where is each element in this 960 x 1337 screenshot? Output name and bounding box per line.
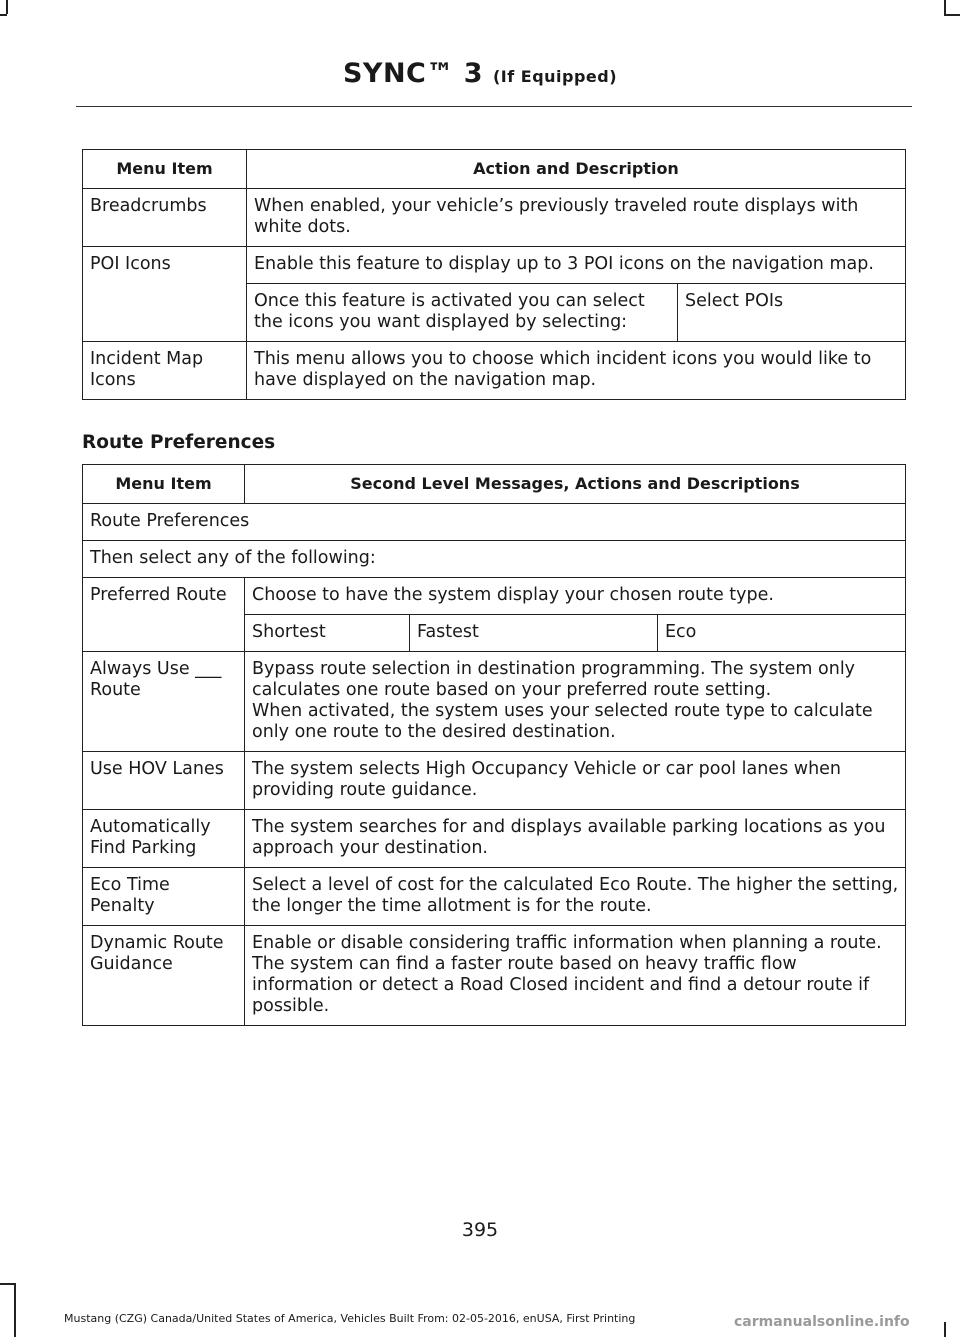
table-row	[83, 189, 906, 247]
description-cell: Enable or disable considering traffic information when planning a route. The system can find a faster route based on heavy traffic flow information or detect a Road Closed incident and find a detour route if possible.	[245, 926, 906, 1026]
menu-item-cell: Breadcrumbs	[83, 189, 247, 247]
col-header-action: Action and Description	[247, 150, 906, 189]
description-cell: Once this feature is activated you can select the icons you want displayed by selecting:	[247, 284, 678, 342]
header-title: SYNC™ 3	[342, 58, 484, 89]
header-rule	[76, 106, 912, 107]
select-following-row: Then select any of the following:	[83, 541, 906, 578]
description-cell: Choose to have the system display your chosen route type.	[245, 578, 906, 615]
table-row	[83, 926, 906, 1026]
description-cell: Select a level of cost for the calculated Eco Route. The higher the setting, the longer the time allotment is for the route.	[245, 868, 906, 926]
crop-mark	[0, 14, 7, 16]
table-header-row	[83, 150, 906, 189]
description-cell: This menu allows you to choose which incident icons you would like to have displayed on the navigation map.	[247, 342, 906, 400]
table-row	[83, 342, 906, 400]
description-cell	[245, 652, 906, 752]
col-header-menu-item: Menu Item	[83, 465, 245, 504]
menu-item-cell: Preferred Route	[83, 578, 245, 652]
col-header-menu-item: Menu Item	[83, 150, 247, 189]
description-paragraph: Bypass route selection in destination programming. The system only calculates one route based on your preferred route setting.	[252, 659, 856, 700]
menu-item-cell: Automatically Find Parking	[83, 810, 245, 868]
menu-item-cell: Dynamic Route Guidance	[83, 926, 245, 1026]
table-row	[83, 504, 906, 541]
menu-item-cell: Use HOV Lanes	[83, 752, 245, 810]
table-row	[83, 810, 906, 868]
action-description-table	[82, 149, 906, 400]
menu-item-cell: POI Icons	[83, 247, 247, 342]
table-row	[83, 578, 906, 615]
crop-mark	[14, 1283, 16, 1337]
header-subtitle: (If Equipped)	[492, 67, 618, 86]
page-number: 395	[461, 1219, 499, 1241]
route-preferences-table	[82, 464, 906, 1026]
crop-mark	[944, 1322, 946, 1337]
col-header-messages: Second Level Messages, Actions and Descriptions	[245, 465, 906, 504]
description-cell: The system searches for and displays available parking locations as you approach your destination.	[245, 810, 906, 868]
table-row	[83, 752, 906, 810]
menu-item-cell: Incident Map Icons	[83, 342, 247, 400]
description-cell: Enable this feature to display up to 3 POI icons on the navigation map.	[247, 247, 906, 284]
table-header-row	[83, 465, 906, 504]
action-cell: Select POIs	[678, 284, 906, 342]
table-row	[83, 652, 906, 752]
route-option-cell: Eco	[658, 615, 906, 652]
route-option-cell: Fastest	[410, 615, 658, 652]
page-header	[0, 58, 960, 89]
route-preferences-row: Route Preferences	[83, 504, 906, 541]
watermark: carmanualsonline.info	[734, 1314, 910, 1330]
description-paragraph: When activated, the system uses your selected route type to calculate only one route to the desired destination.	[252, 701, 873, 742]
crop-mark	[944, 0, 946, 14]
table-row	[83, 868, 906, 926]
crop-mark	[944, 14, 960, 16]
crop-mark	[0, 1283, 15, 1285]
section-title: Route Preferences	[82, 432, 276, 453]
description-cell: When enabled, your vehicle’s previously traveled route displays with white dots.	[247, 189, 906, 247]
menu-item-cell: Always Use ___ Route	[83, 652, 245, 752]
crop-mark	[6, 0, 8, 14]
description-cell: The system selects High Occupancy Vehicle or car pool lanes when providing route guidance.	[245, 752, 906, 810]
route-option-cell: Shortest	[245, 615, 410, 652]
menu-item-cell: Eco Time Penalty	[83, 868, 245, 926]
table-row	[83, 247, 906, 284]
footer-text: Mustang (CZG) Canada/United States of America, Vehicles Built From: 02-05-2016, enUSA, First Printing	[64, 1312, 636, 1325]
table-row	[83, 541, 906, 578]
